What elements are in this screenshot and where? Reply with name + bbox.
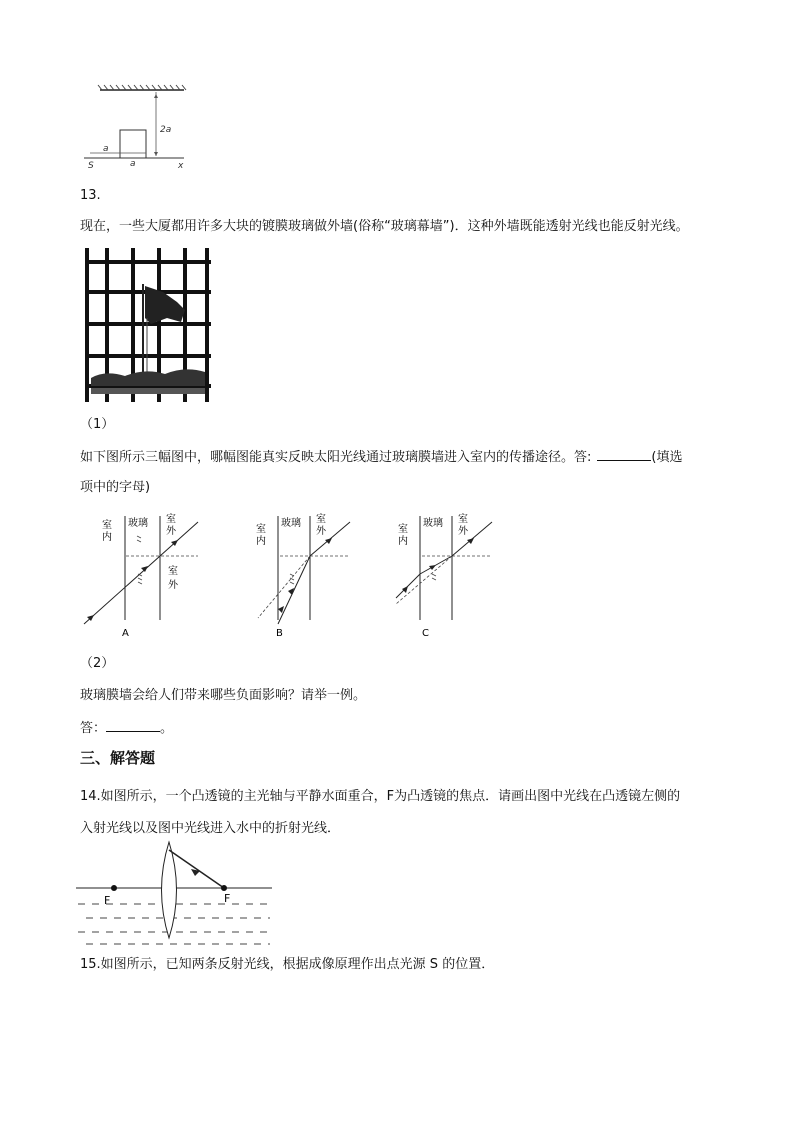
outdoor-label-c-1: 室 xyxy=(458,514,468,525)
glass-curtain-wall-image xyxy=(85,248,211,402)
block-rectangle xyxy=(120,130,146,158)
question-14-line1: 14.如图所示，一个凸透镜的主光轴与平静水面重合，F为凸透镜的焦点．请画出图中光线在凸透镜左侧的 xyxy=(80,789,681,804)
answer-blank-1[interactable] xyxy=(597,447,651,461)
part-1-question-line1 xyxy=(80,447,682,467)
answer-blank-2[interactable] xyxy=(106,718,160,732)
indoor-label-b-1: 室 xyxy=(256,524,266,535)
diagram-c xyxy=(392,508,512,644)
focus-point-left xyxy=(111,885,117,891)
glass-label-a: 玻璃 xyxy=(128,518,148,529)
light-ray xyxy=(169,850,224,888)
question-13-intro: 现在，一些大厦都用许多大块的镀膜玻璃做外墙(俗称“玻璃幕墙”)．这种外墙既能透射光线也能反射光线。 xyxy=(80,219,689,234)
outdoor-label-a-2: 外 xyxy=(166,526,176,537)
diagram-b xyxy=(250,508,370,644)
outdoor-label-a-4: 外 xyxy=(168,580,178,591)
glass-label-b: 玻璃 xyxy=(281,518,301,529)
part-1-question-line2: 项中的字母) xyxy=(80,480,151,495)
indoor-label-a-2: 内 xyxy=(102,532,112,543)
label-2a: 2a xyxy=(160,125,172,135)
indoor-label-b-2: 内 xyxy=(256,536,266,547)
part-1-label: （1） xyxy=(80,417,115,432)
focus-label-right: F xyxy=(224,892,231,905)
question-15: 15.如图所示，已知两条反射光线，根据成像原理作出点光源 S 的位置． xyxy=(80,957,495,972)
part-2-question: 玻璃膜墙会给人们带来哪些负面影响？请举一例。 xyxy=(80,688,367,703)
label-x: x xyxy=(178,161,184,171)
outdoor-label-a-3: 室 xyxy=(168,566,178,577)
ceiling-mirror xyxy=(98,85,186,90)
glass-label-c: 玻璃 xyxy=(423,518,443,529)
outdoor-label-a-1: 室 xyxy=(166,514,176,525)
outdoor-label-b-1: 室 xyxy=(316,514,326,525)
question-13-number: 13. xyxy=(80,188,101,203)
convex-lens-water-figure xyxy=(74,840,274,950)
part-2-answer-line xyxy=(80,718,173,738)
outdoor-label-c-2: 外 xyxy=(458,526,468,537)
label-a-left: a xyxy=(103,144,109,154)
diagram-label-a: A xyxy=(122,628,129,639)
part-2-label: （2） xyxy=(80,656,115,671)
convex-lens xyxy=(162,842,177,938)
mirror-box-figure xyxy=(80,82,190,172)
section-3-title: 三、解答题 xyxy=(80,749,156,767)
label-s: S xyxy=(88,161,94,171)
indoor-label-c-2: 内 xyxy=(398,536,408,547)
indoor-label-c-1: 室 xyxy=(398,524,408,535)
part-1-question-tail: (填选 xyxy=(651,450,683,465)
answer-suffix: 。 xyxy=(160,721,174,736)
label-a-right: a xyxy=(130,159,136,169)
answer-prefix: 答： xyxy=(80,721,107,736)
outdoor-label-b-2: 外 xyxy=(316,526,326,537)
indoor-label-a-1: 室 xyxy=(102,520,112,531)
diagram-label-b: B xyxy=(276,628,283,639)
diagram-label-c: C xyxy=(422,628,429,639)
question-14-line2: 入射光线以及图中光线进入水中的折射光线． xyxy=(80,821,341,836)
focus-point-right xyxy=(221,885,227,891)
diagram-a xyxy=(80,508,220,644)
part-1-question-text: 如下图所示三幅图中，哪幅图能真实反映太阳光线通过玻璃膜墙进入室内的传播途径。答: xyxy=(80,450,592,465)
focus-label-left: F xyxy=(104,894,111,907)
